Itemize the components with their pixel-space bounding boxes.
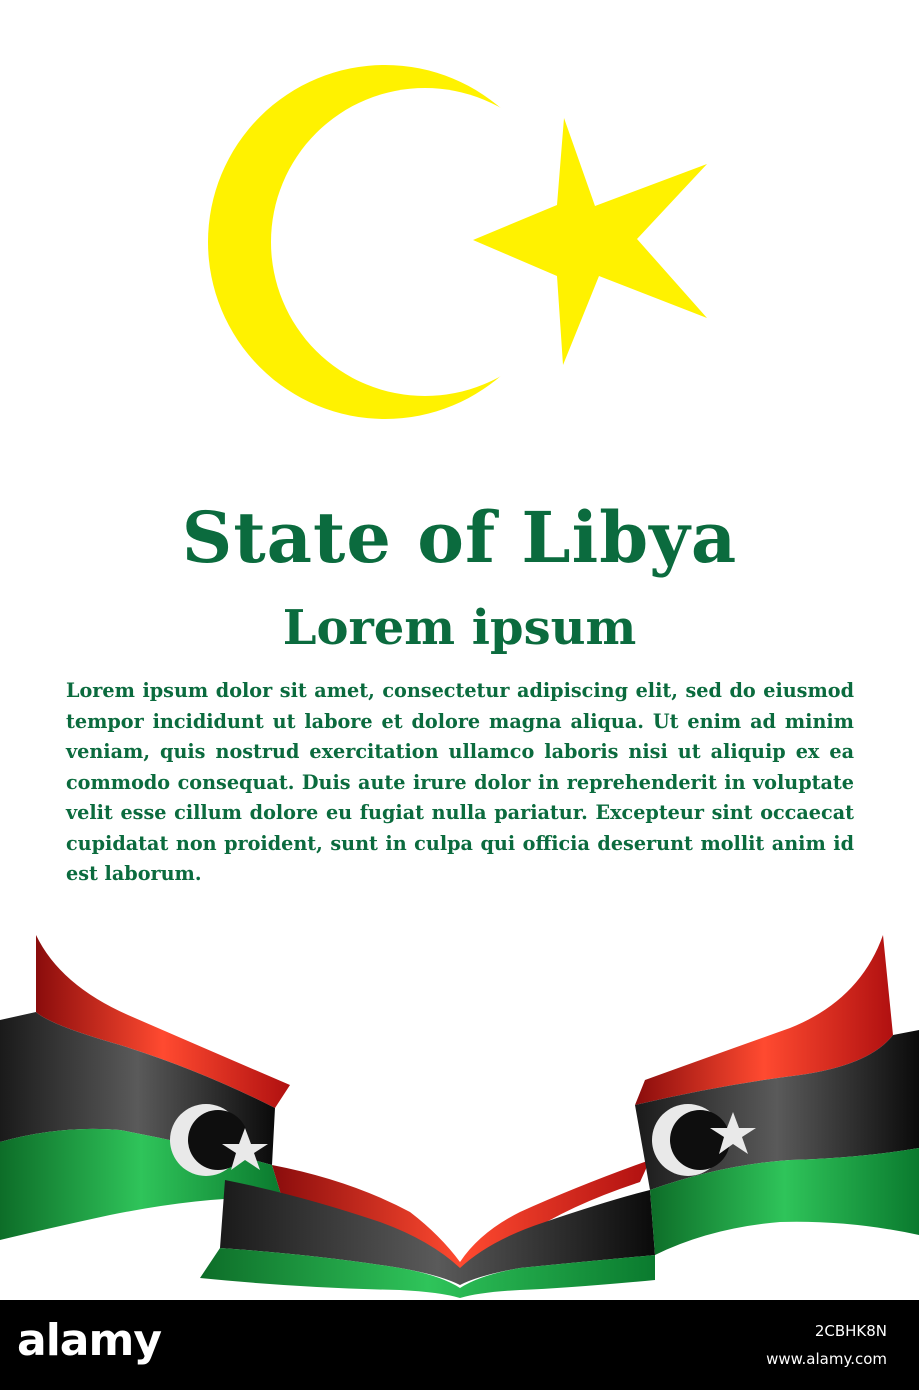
- image-id: 2CBHK8N: [814, 1322, 887, 1340]
- flag-right: [635, 935, 919, 1255]
- crescent-icon: [0, 0, 919, 440]
- crescent-star-emblem: [0, 0, 919, 440]
- page-subtitle: Lorem ipsum: [282, 600, 637, 656]
- footer-url: www.alamy.com: [766, 1350, 887, 1368]
- watermark-footer: [0, 1300, 919, 1390]
- page-title: State of Libya: [181, 496, 738, 579]
- flag-ribbon: [0, 930, 919, 1300]
- footer-logo: alamy: [17, 1315, 161, 1366]
- body-paragraph: Lorem ipsum dolor sit amet, consectetur adipiscing elit, sed do eiusmod tempor incididunt ut labore et dolore magna aliqua. Ut enim ad minim veniam, quis nostrud exercitation ullamco laboris nisi ut aliquip ex ea commodo consequat. Duis aute irure dolor in reprehenderit in voluptate velit esse cillum dolore eu fugiat nulla pariatur. Excepteur sint occaecat cupidatat non proident, sunt in culpa qui officia deserunt mollit anim id est laborum.: [66, 679, 854, 885]
